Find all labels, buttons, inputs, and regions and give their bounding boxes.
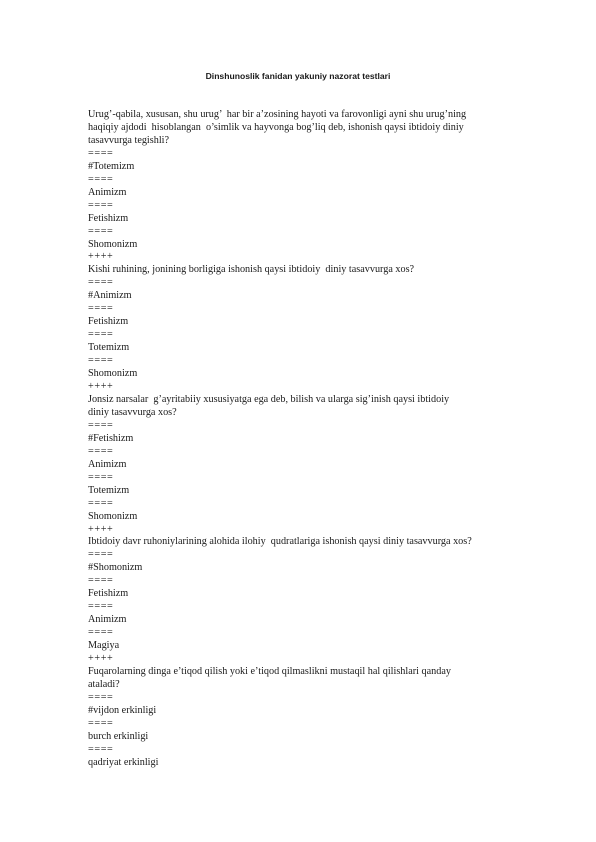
option-separator: ==== xyxy=(88,225,114,237)
option-separator: ==== xyxy=(88,471,114,483)
option-separator: ==== xyxy=(88,173,114,185)
text-line: Shomonizm xyxy=(88,238,138,250)
correct-answer: #Totemizm xyxy=(88,160,135,172)
question-separator: ++++ xyxy=(88,523,114,535)
text-line: diniy tasavvurga xos? xyxy=(88,406,177,418)
text-line: tasavvurga tegishli? xyxy=(88,134,170,146)
correct-answer: #Fetishizm xyxy=(88,432,134,444)
text-line: Animizm xyxy=(88,458,127,470)
option-separator: ==== xyxy=(88,717,114,729)
correct-answer: #Shomonizm xyxy=(88,562,143,574)
text-line: Fetishizm xyxy=(88,588,129,600)
text-line: Totemizm xyxy=(88,342,130,354)
text-line: Fetishizm xyxy=(88,316,129,328)
text-line: burch erkinligi xyxy=(88,730,149,742)
text-line: Jonsiz narsalar g’ayritabiiy xususiyatga ega deb, bilish va ularga sig’inish qaysi ibtidoiy xyxy=(88,393,450,405)
option-separator: ==== xyxy=(88,199,114,211)
question-separator: ++++ xyxy=(88,251,114,263)
text-line: Fuqarolarning dinga e’tiqod qilish yoki e’tiqod qilmaslikni mustaqil hal qilishlari qanday xyxy=(88,665,451,677)
text-line: qadriyat erkinligi xyxy=(88,756,159,768)
text-line: Shomonizm xyxy=(88,510,138,522)
option-separator: ==== xyxy=(88,329,114,341)
option-separator: ==== xyxy=(88,355,114,367)
option-separator: ==== xyxy=(88,147,114,159)
option-separator: ==== xyxy=(88,445,114,457)
text-line: haqiqiy ajdodi hisoblangan o’simlik va hayvonga bog’liq deb, ishonish qaysi ibtidoiy diniy xyxy=(88,121,464,133)
text-line: Kishi ruhining, jonining borligiga ishonish qaysi ibtidoiy diniy tasavvurga xos? xyxy=(88,264,415,276)
text-line: Animizm xyxy=(88,614,127,626)
document-body xyxy=(88,109,528,770)
text-line: Totemizm xyxy=(88,484,130,496)
correct-answer: #Animizm xyxy=(88,290,132,302)
question-separator: ++++ xyxy=(88,381,114,393)
question-separator: ++++ xyxy=(88,653,114,665)
text-line: ataladi? xyxy=(88,678,120,690)
text-line: Animizm xyxy=(88,186,127,198)
option-separator: ==== xyxy=(88,497,114,509)
option-separator: ==== xyxy=(88,575,114,587)
option-separator: ==== xyxy=(88,627,114,639)
text-line: Shomonizm xyxy=(88,368,138,380)
option-separator: ==== xyxy=(88,743,114,755)
text-line: Fetishizm xyxy=(88,212,129,224)
option-separator: ==== xyxy=(88,691,114,703)
option-separator: ==== xyxy=(88,419,114,431)
text-line: Magiya xyxy=(88,640,120,652)
text-line: Ibtidoiy davr ruhoniylarining alohida ilohiy qudratlariga ishonish qaysi diniy tasavvurga xos? xyxy=(88,536,472,548)
option-separator: ==== xyxy=(88,303,114,315)
correct-answer: #vijdon erkinligi xyxy=(88,704,157,716)
text-line: Urug’-qabila, xususan, shu urug’ har bir a’zosining hayoti va farovonligi ayni shu urug’ning xyxy=(88,109,467,120)
option-separator: ==== xyxy=(88,601,114,613)
option-separator: ==== xyxy=(88,549,114,561)
option-separator: ==== xyxy=(88,277,114,289)
document-title: Dinshunoslik fanidan yakuniy nazorat testlari xyxy=(205,71,391,81)
